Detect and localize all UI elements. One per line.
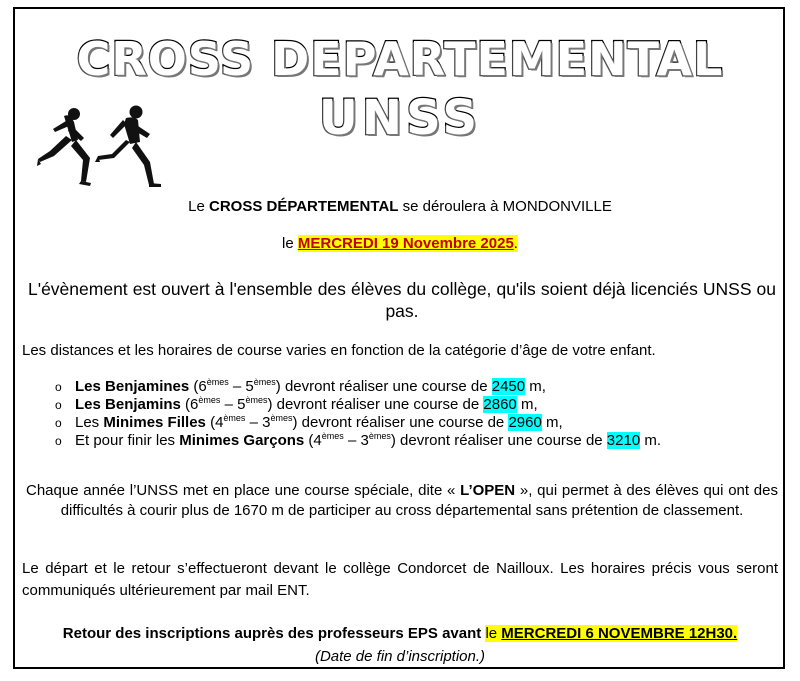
open-to-paragraph: L'évènement est ouvert à l'ensemble des élèves du collège, qu'ils soient déjà licenciés UNSS ou pas. [28,279,776,321]
runner-man-icon [95,106,161,188]
course-list [40,378,661,450]
event-date: MERCREDI 19 Novembre 2025 [297,235,514,252]
open-course-paragraph: Chaque année l’UNSS met en place une course spéciale, dite « L’OPEN », qui permet à des élèves qui ont des difficultés à courir plus de 1670 m de participer au cross départemental sans prétention de classement. [26,482,778,519]
date-prefix: le [282,235,298,252]
category-name: Minimes Garçons [179,432,305,449]
course-distance: 2860 [483,396,517,413]
course-distance: 3210 [606,432,641,449]
distances-intro: Les distances et les horaires de course varies en fonction de la catégorie d’âge de votre enfant. [22,342,656,359]
registration-line: Retour des inscriptions auprès des professeurs EPS avant le MERCREDI 6 NOVEMBRE 12H30. [62,625,738,642]
registration-note: (Date de fin d’inscription.) [314,648,486,665]
list-item: o Les Benjamines (6èmes – 5èmes) devront réaliser une course de 2450 m, [75,378,661,396]
registration-deadline: MERCREDI 6 NOVEMBRE 12H30. [501,625,738,642]
list-item: o Et pour finir les Minimes Garçons (4èmes – 3èmes) devront réaliser une course de 3210 m. [75,432,661,450]
date-suffix: . [513,235,518,252]
intro-suffix: se déroulera à MONDONVILLE [398,198,612,215]
date-line [20,235,780,252]
category-name: Les Benjamines [75,378,190,395]
course-distance: 2960 [508,414,542,431]
list-item: o Les Benjamins (6èmes – 5èmes) devront réaliser une course de 2860 m, [75,396,661,414]
title-line-2: UNSS [318,90,482,146]
course-distance: 2450 [491,378,526,395]
open-course-name: L’OPEN [460,482,516,499]
list-item: o Les Minimes Filles (4èmes – 3èmes) devront réaliser une course de 2960 m, [75,414,661,432]
registration-text: Retour des inscriptions auprès des professeurs EPS avant [62,625,486,642]
intro-line [20,198,780,215]
departure-paragraph: Le départ et le retour s’effectueront devant le collège Condorcet de Nailloux. Les horaires précis vous seront communiqués ultérieurement par mail ENT. [22,560,778,599]
title-line-1: CROSS DEPARTEMENTAL [76,32,724,86]
runner-woman-icon [37,108,91,186]
runners-illustration [36,102,176,194]
category-name: Minimes Filles [103,414,206,431]
event-name: CROSS DÉPARTEMENTAL [208,198,399,215]
category-name: Les Benjamins [75,396,181,413]
intro-prefix: Le [188,198,209,215]
